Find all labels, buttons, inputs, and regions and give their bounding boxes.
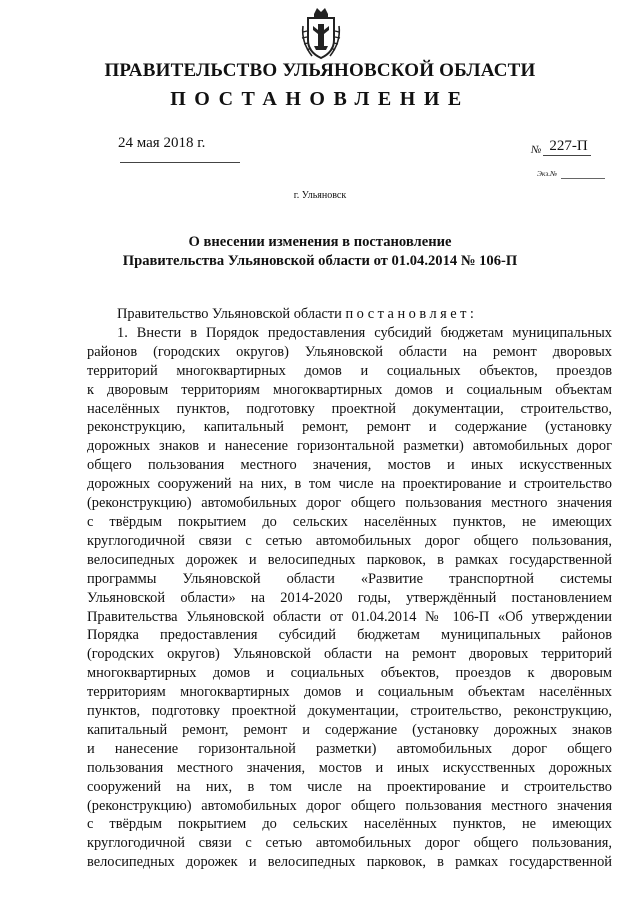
body-line: программы Ульяновской области «Развитие транспортной системы <box>87 570 612 587</box>
opening-verb: постановляет: <box>345 306 478 322</box>
body-line: многоквартирных домов и социальных объектов, проездов к дворовым <box>87 665 612 682</box>
body-line: (реконструкцию) автомобильных дорог общего пользования местного значения <box>87 495 612 512</box>
body-line: круглогодичной связи с сетью автомобильных дорог общего пользования, <box>87 835 612 852</box>
body-line: пользования местного значения, мостов и иных искусственных дорожных <box>87 759 612 776</box>
coat-of-arms-icon <box>300 6 342 60</box>
document-body <box>87 305 612 872</box>
body-line: Правительства Ульяновской области от 01.04.2014 № 106-П «Об утверждении <box>87 608 612 625</box>
body-line: 1. Внести в Порядок предоставления субсидий бюджетам муниципальных <box>117 324 612 341</box>
body-line: дорожных сооружений на них, в том числе на проектирование и строительство <box>87 476 612 493</box>
body-line: круглогодичной связи с сетью автомобильных дорог общего пользования, <box>87 532 612 549</box>
government-title: ПРАВИТЕЛЬСТВО УЛЬЯНОВСКОЙ ОБЛАСТИ <box>104 60 536 81</box>
document-type: ПОСТАНОВЛЕНИЕ <box>170 88 470 110</box>
body-line: Ульяновской области» на 2014-2020 годы, утверждённый постановлением <box>87 589 612 606</box>
subject-line-2: Правительства Ульяновской области от 01.04.2014 № 106-П <box>122 253 518 269</box>
number-value: 227-П <box>543 138 591 156</box>
document-date: 24 мая 2018 г. <box>118 135 206 151</box>
number-sign: № <box>531 144 542 156</box>
body-line: территорий многоквартирных домов и социальных объектов, проездов <box>87 362 612 379</box>
body-line: (городских округов) Ульяновской области на ремонт дворовых территорий <box>87 646 612 663</box>
body-line: Порядка предоставления субсидий бюджетам муниципальных районов <box>87 627 612 644</box>
document-subject <box>0 233 640 271</box>
body-line: с твёрдым покрытием до сельских населённых пунктов, не имеющих <box>87 816 612 833</box>
body-line: велосипедных дорожек и велосипедных парковок, в рамках государственной <box>87 551 612 568</box>
body-line: районов (городских округов) Ульяновской области на ремонт дворовых <box>87 343 612 360</box>
date-underline <box>120 162 240 163</box>
body-line: велосипедных дорожек и велосипедных парковок, в рамках государственной <box>87 854 612 871</box>
opening-subject: Правительство Ульяновской области <box>117 306 342 322</box>
copy-number-line <box>561 178 605 179</box>
body-line: капитальный ремонт, ремонт и содержание (установку дорожных знаков <box>87 721 612 738</box>
body-line: сооружений на них, в том числе на проектирование и строительство <box>87 778 612 795</box>
body-line: общего пользования местного значения, мостов и иных искусственных <box>87 457 612 474</box>
subject-line-1: О внесении изменения в постановление <box>188 234 452 250</box>
document-number <box>531 138 591 156</box>
body-line: реконструкцию, капитальный ремонт, ремонт и содержание (установку <box>87 419 612 436</box>
body-line: дорожных знаков и нанесение горизонтальной разметки) автомобильных дорог <box>87 438 612 455</box>
body-line: с твёрдым покрытием до сельских населённых пунктов, не имеющих <box>87 513 612 530</box>
copy-number-label: Экз.№ <box>537 169 558 178</box>
body-line: (реконструкцию) автомобильных дорог общего пользования местного значения <box>87 797 612 814</box>
body-line: и нанесение горизонтальной разметки) автомобильных дорог общего <box>87 740 612 757</box>
city: г. Ульяновск <box>293 190 347 201</box>
body-line: пунктов, подготовку проектной документации, строительство, реконструкцию, <box>87 703 612 720</box>
body-paragraph <box>87 324 612 872</box>
body-line: к дворовым территориям многоквартирных домов и социальным объектам <box>87 381 612 398</box>
body-line: населённых пунктов, подготовку проектной документации, строительство, <box>87 400 612 417</box>
opening-line <box>87 305 612 324</box>
body-line: территориям многоквартирных домов и социальным объектам населённых <box>87 684 612 701</box>
